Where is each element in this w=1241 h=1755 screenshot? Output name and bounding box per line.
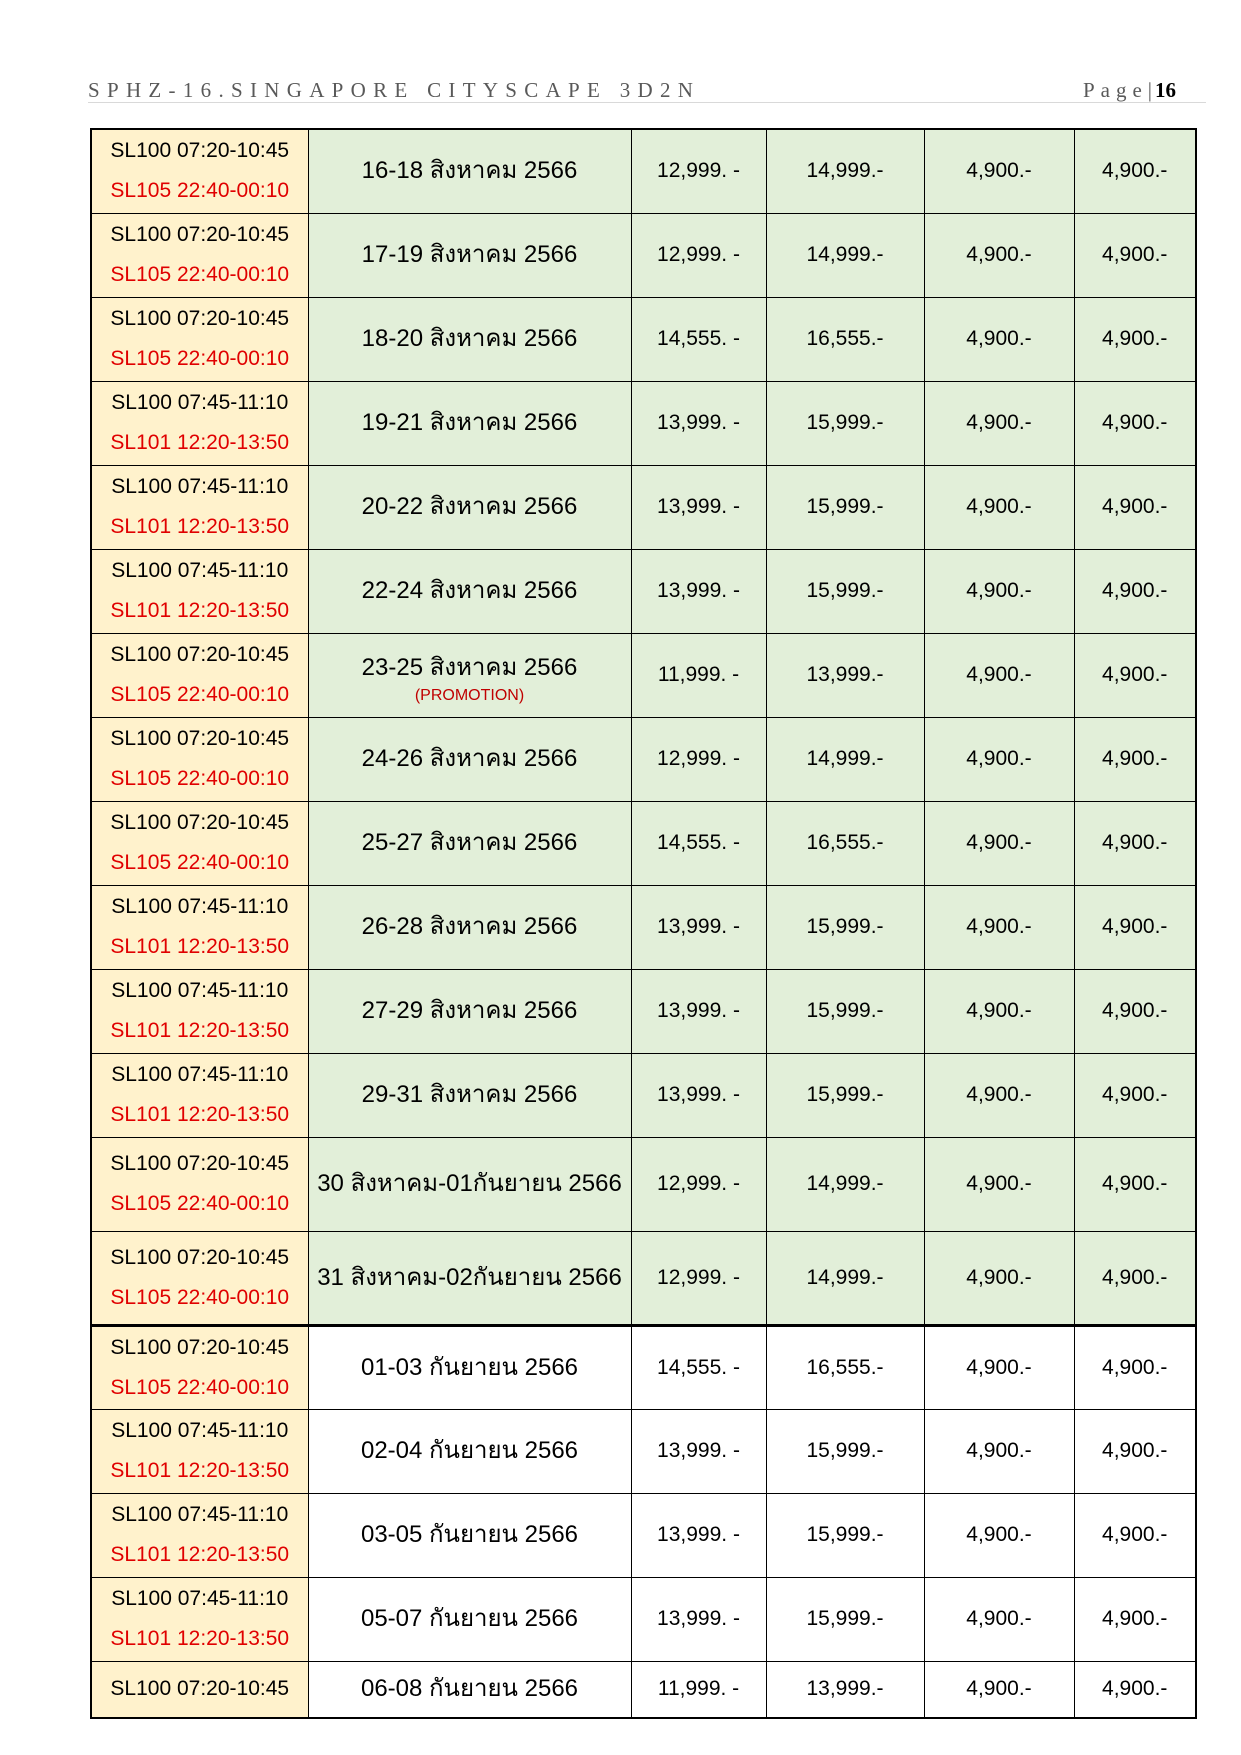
- price-1: 14,555. -: [631, 1325, 766, 1409]
- table-row: [91, 1661, 1196, 1718]
- outbound-flight: SL100 07:20-10:45: [110, 1335, 290, 1359]
- price-1: 12,999. -: [631, 213, 766, 297]
- price-2: 16,555.-: [766, 297, 924, 381]
- outbound-flight: SL100 07:45-11:10: [111, 895, 289, 918]
- flight-cell: [91, 717, 308, 801]
- price-1: 12,999. -: [631, 717, 766, 801]
- table-row: [91, 1577, 1196, 1661]
- price-3: 4,900.-: [924, 1325, 1074, 1409]
- price-2: 15,999.-: [766, 549, 924, 633]
- table-row: [91, 129, 1196, 213]
- travel-date: 05-07 กันยายน 2566: [308, 1577, 631, 1661]
- travel-date: 06-08 กันยายน 2566: [308, 1661, 631, 1718]
- price-3: 4,900.-: [924, 801, 1074, 885]
- price-3: 4,900.-: [924, 969, 1074, 1053]
- outbound-flight: SL100 07:45-11:10: [111, 979, 289, 1002]
- price-4: 4,900.-: [1074, 1325, 1196, 1409]
- travel-date: 20-22 สิงหาคม 2566: [308, 465, 631, 549]
- price-1: 13,999. -: [631, 1577, 766, 1661]
- flight-cell: [91, 1231, 308, 1325]
- table-row: [91, 1493, 1196, 1577]
- page-separator: |: [1147, 78, 1152, 102]
- price-2: 14,999.-: [766, 717, 924, 801]
- price-4: 4,900.-: [1074, 297, 1196, 381]
- outbound-flight: SL100 07:20-10:45: [110, 307, 290, 330]
- travel-date: 23-25 สิงหาคม 2566: [361, 654, 578, 681]
- outbound-flight: SL100 07:20-10:45: [110, 811, 290, 834]
- price-2: 14,999.-: [766, 213, 924, 297]
- travel-date: 19-21 สิงหาคม 2566: [308, 381, 631, 465]
- table-row: [91, 1409, 1196, 1493]
- price-4: 4,900.-: [1074, 1231, 1196, 1325]
- travel-date: 29-31 สิงหาคม 2566: [308, 1053, 631, 1137]
- price-3: 4,900.-: [924, 717, 1074, 801]
- outbound-flight: SL100 07:45-11:10: [111, 1063, 289, 1086]
- flight-cell: [91, 633, 308, 717]
- price-2: 13,999.-: [766, 633, 924, 717]
- price-1: 14,555. -: [631, 297, 766, 381]
- price-4: 4,900.-: [1074, 801, 1196, 885]
- price-1: 11,999. -: [631, 1661, 766, 1718]
- price-3: 4,900.-: [924, 1231, 1074, 1325]
- price-1: 13,999. -: [631, 549, 766, 633]
- travel-date: 31 สิงหาคม-02กันยายน 2566: [308, 1231, 631, 1325]
- return-flight: SL105 22:40-00:10: [110, 179, 290, 203]
- price-4: 4,900.-: [1074, 885, 1196, 969]
- travel-date: 27-29 สิงหาคม 2566: [308, 969, 631, 1053]
- return-flight: SL101 12:20-13:50: [110, 1019, 290, 1042]
- page-number: 16: [1155, 78, 1176, 102]
- price-4: 4,900.-: [1074, 129, 1196, 213]
- price-3: 4,900.-: [924, 297, 1074, 381]
- price-4: 4,900.-: [1074, 717, 1196, 801]
- flight-cell: [91, 885, 308, 969]
- travel-date: 30 สิงหาคม-01กันยายน 2566: [308, 1137, 631, 1231]
- table-row: [91, 1053, 1196, 1137]
- promotion-label: (PROMOTION): [414, 687, 525, 704]
- price-2: 15,999.-: [766, 1409, 924, 1493]
- price-4: 4,900.-: [1074, 213, 1196, 297]
- return-flight: SL101 12:20-13:50: [110, 515, 290, 538]
- price-1: 11,999. -: [631, 633, 766, 717]
- price-3: 4,900.-: [924, 1661, 1074, 1718]
- return-flight: SL105 22:40-00:10: [110, 767, 290, 790]
- price-2: 15,999.-: [766, 1053, 924, 1137]
- table-row: [91, 549, 1196, 633]
- price-3: 4,900.-: [924, 1137, 1074, 1231]
- price-4: 4,900.-: [1074, 549, 1196, 633]
- price-3: 4,900.-: [924, 633, 1074, 717]
- travel-date: 24-26 สิงหาคม 2566: [308, 717, 631, 801]
- price-1: 12,999. -: [631, 129, 766, 213]
- outbound-flight: SL100 07:20-10:45: [110, 643, 290, 666]
- flight-cell: [91, 297, 308, 381]
- flight-cell: [91, 801, 308, 885]
- return-flight: SL101 12:20-13:50: [110, 1543, 290, 1566]
- price-4: 4,900.-: [1074, 1493, 1196, 1577]
- return-flight: SL105 22:40-00:10: [110, 851, 290, 874]
- travel-date: 03-05 กันยายน 2566: [308, 1493, 631, 1577]
- price-4: 4,900.-: [1074, 1137, 1196, 1231]
- flight-cell: [91, 1661, 308, 1718]
- travel-date-cell: [308, 633, 631, 717]
- price-1: 12,999. -: [631, 1231, 766, 1325]
- flight-cell: [91, 1493, 308, 1577]
- price-2: 15,999.-: [766, 969, 924, 1053]
- price-1: 13,999. -: [631, 1409, 766, 1493]
- flight-cell: [91, 969, 308, 1053]
- flight-cell: [91, 1137, 308, 1231]
- price-3: 4,900.-: [924, 381, 1074, 465]
- flight-cell: [91, 213, 308, 297]
- flight-cell: [91, 381, 308, 465]
- travel-date: 25-27 สิงหาคม 2566: [308, 801, 631, 885]
- departure-price-table: [90, 128, 1197, 1719]
- table-row: [91, 885, 1196, 969]
- price-4: 4,900.-: [1074, 465, 1196, 549]
- outbound-flight: SL100 07:20-10:45: [110, 223, 290, 246]
- price-3: 4,900.-: [924, 129, 1074, 213]
- price-1: 13,999. -: [631, 969, 766, 1053]
- return-flight: SL105 22:40-00:10: [110, 683, 290, 706]
- price-4: 4,900.-: [1074, 1409, 1196, 1493]
- price-4: 4,900.-: [1074, 633, 1196, 717]
- travel-date: 02-04 กันยายน 2566: [308, 1409, 631, 1493]
- price-4: 4,900.-: [1074, 1577, 1196, 1661]
- flight-cell: [91, 549, 308, 633]
- price-2: 14,999.-: [766, 1137, 924, 1231]
- return-flight: SL101 12:20-13:50: [110, 599, 290, 622]
- price-1: 12,999. -: [631, 1137, 766, 1231]
- price-2: 14,999.-: [766, 129, 924, 213]
- price-2: 16,555.-: [766, 1325, 924, 1409]
- return-flight: SL105 22:40-00:10: [110, 263, 290, 286]
- price-1: 13,999. -: [631, 885, 766, 969]
- outbound-flight: SL100 07:20-10:45: [110, 1245, 290, 1269]
- price-3: 4,900.-: [924, 549, 1074, 633]
- return-flight: SL105 22:40-00:10: [110, 347, 290, 370]
- return-flight: SL101 12:20-13:50: [110, 431, 290, 454]
- price-3: 4,900.-: [924, 1577, 1074, 1661]
- travel-date: 26-28 สิงหาคม 2566: [308, 885, 631, 969]
- price-3: 4,900.-: [924, 885, 1074, 969]
- price-2: 14,999.-: [766, 1231, 924, 1325]
- flight-cell: [91, 1053, 308, 1137]
- price-1: 13,999. -: [631, 381, 766, 465]
- table-row: [91, 1325, 1196, 1409]
- table-row: [91, 381, 1196, 465]
- price-1: 13,999. -: [631, 1053, 766, 1137]
- outbound-flight: SL100 07:45-11:10: [111, 559, 289, 582]
- page-label: Page: [1082, 78, 1148, 102]
- outbound-flight: SL100 07:20-10:45: [110, 1677, 290, 1701]
- return-flight: SL101 12:20-13:50: [110, 935, 290, 958]
- price-1: 14,555. -: [631, 801, 766, 885]
- flight-cell: [91, 465, 308, 549]
- table-row: [91, 1137, 1196, 1231]
- flight-cell: [91, 1577, 308, 1661]
- table-row: [91, 633, 1196, 717]
- outbound-flight: SL100 07:45-11:10: [111, 391, 289, 414]
- outbound-flight: SL100 07:45-11:10: [111, 1503, 289, 1526]
- travel-date: 22-24 สิงหาคม 2566: [308, 549, 631, 633]
- travel-date: 17-19 สิงหาคม 2566: [308, 213, 631, 297]
- document-title: SPHZ-16.SINGAPORE CITYSCAPE 3D2N: [88, 78, 701, 102]
- price-3: 4,900.-: [924, 213, 1074, 297]
- table-row: [91, 297, 1196, 381]
- price-4: 4,900.-: [1074, 969, 1196, 1053]
- outbound-flight: SL100 07:20-10:45: [110, 1152, 290, 1175]
- table-row: [91, 213, 1196, 297]
- price-1: 13,999. -: [631, 1493, 766, 1577]
- outbound-flight: SL100 07:45-11:10: [111, 1419, 289, 1442]
- return-flight: SL105 22:40-00:10: [110, 1192, 290, 1215]
- price-2: 15,999.-: [766, 1577, 924, 1661]
- price-2: 13,999.-: [766, 1661, 924, 1718]
- price-4: 4,900.-: [1074, 381, 1196, 465]
- travel-date: 01-03 กันยายน 2566: [308, 1325, 631, 1409]
- return-flight: SL105 22:40-00:10: [110, 1375, 290, 1399]
- return-flight: SL105 22:40-00:10: [110, 1285, 290, 1309]
- table-row: [91, 465, 1196, 549]
- flight-cell: [91, 129, 308, 213]
- price-2: 15,999.-: [766, 1493, 924, 1577]
- price-2: 15,999.-: [766, 885, 924, 969]
- return-flight: SL101 12:20-13:50: [110, 1103, 290, 1126]
- price-1: 13,999. -: [631, 465, 766, 549]
- price-2: 16,555.-: [766, 801, 924, 885]
- price-4: 4,900.-: [1074, 1661, 1196, 1718]
- travel-date: 16-18 สิงหาคม 2566: [308, 129, 631, 213]
- return-flight: SL101 12:20-13:50: [110, 1627, 290, 1650]
- price-2: 15,999.-: [766, 465, 924, 549]
- outbound-flight: SL100 07:20-10:45: [110, 139, 290, 163]
- price-3: 4,900.-: [924, 1053, 1074, 1137]
- flight-cell: [91, 1325, 308, 1409]
- price-3: 4,900.-: [924, 1493, 1074, 1577]
- page-header: [88, 74, 1206, 103]
- flight-cell: [91, 1409, 308, 1493]
- travel-date: 18-20 สิงหาคม 2566: [308, 297, 631, 381]
- outbound-flight: SL100 07:45-11:10: [111, 475, 289, 498]
- price-2: 15,999.-: [766, 381, 924, 465]
- price-3: 4,900.-: [924, 465, 1074, 549]
- price-4: 4,900.-: [1074, 1053, 1196, 1137]
- table-row: [91, 1231, 1196, 1325]
- outbound-flight: SL100 07:20-10:45: [110, 727, 290, 750]
- table-row: [91, 801, 1196, 885]
- page-indicator: [1083, 78, 1176, 103]
- return-flight: SL101 12:20-13:50: [110, 1459, 290, 1482]
- table-row: [91, 969, 1196, 1053]
- outbound-flight: SL100 07:45-11:10: [111, 1587, 289, 1610]
- table-row: [91, 717, 1196, 801]
- price-3: 4,900.-: [924, 1409, 1074, 1493]
